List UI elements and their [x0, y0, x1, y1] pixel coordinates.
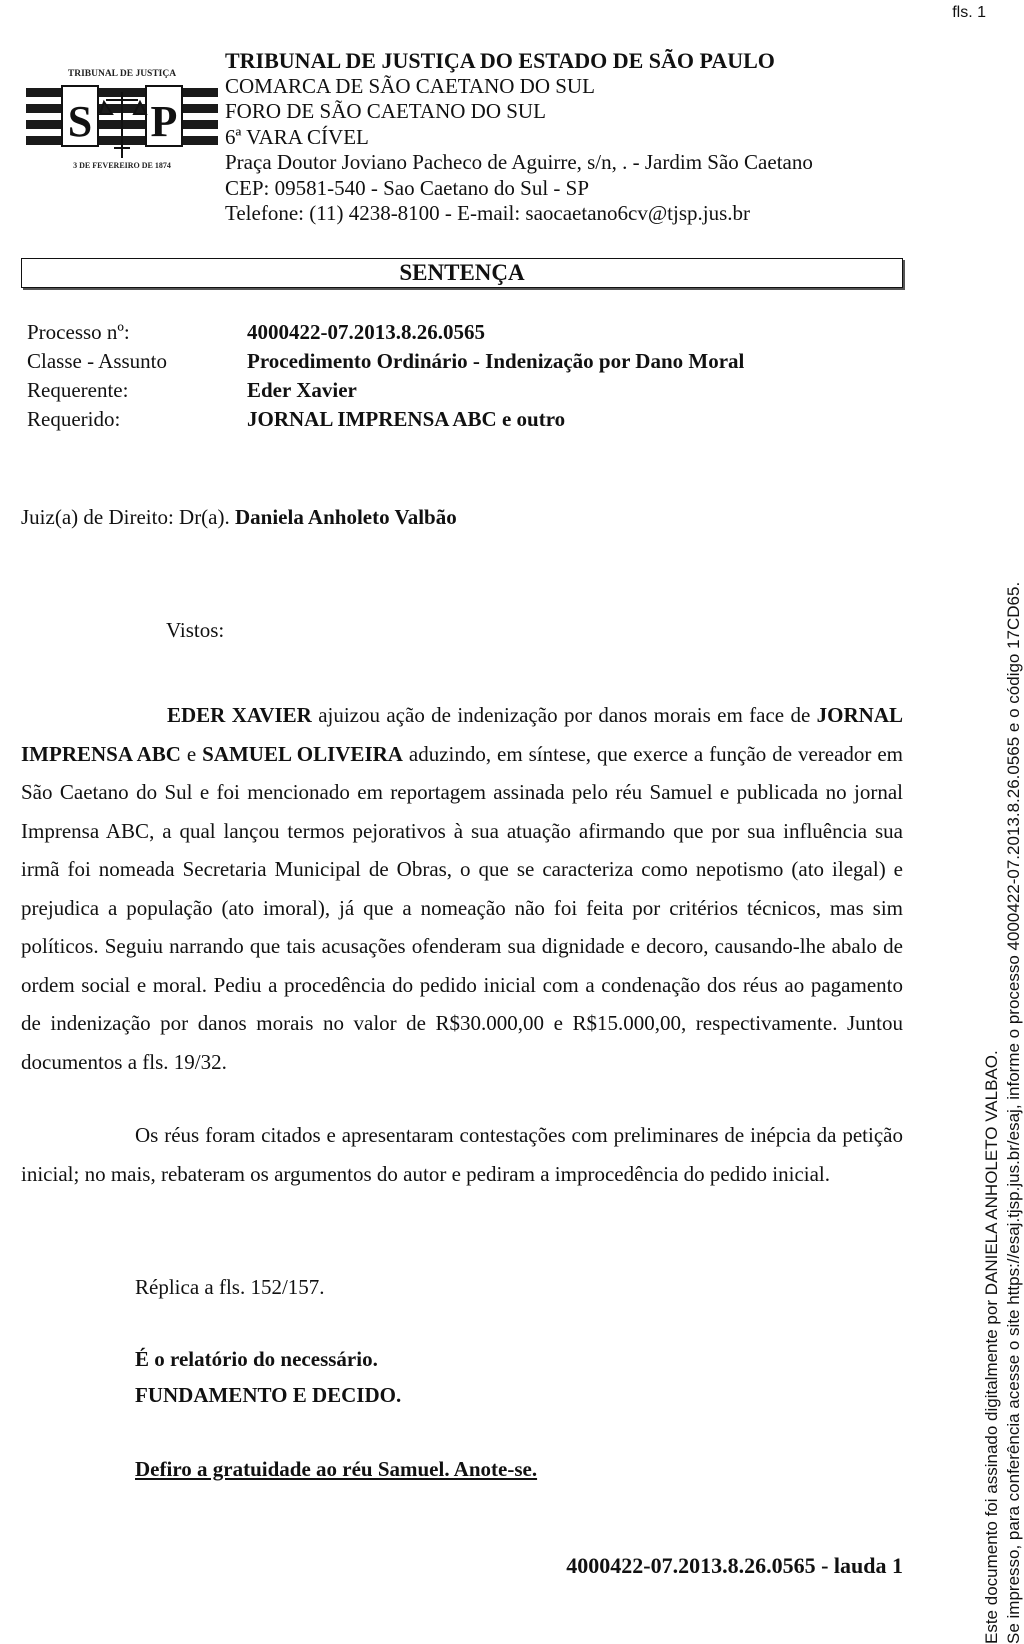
paragraph-text: e — [180, 741, 203, 766]
judge-line — [21, 505, 457, 530]
case-value: 4000422-07.2013.8.26.0565 — [247, 320, 485, 344]
comarca: COMARCA DE SÃO CAETANO DO SUL — [225, 73, 595, 98]
foro: FORO DE SÃO CAETANO DO SUL — [225, 99, 546, 123]
court-name: TRIBUNAL DE JUSTIÇA DO ESTADO DE SÃO PAULO — [225, 48, 775, 73]
case-label: Processo nº: — [27, 320, 130, 344]
case-label: Requerido: — [27, 407, 121, 431]
fundamento-line: FUNDAMENTO E DECIDO. — [135, 1383, 402, 1407]
case-label: Classe - Assunto — [27, 349, 168, 373]
paragraph-text: ajuizou ação de indenização por danos morais em face de — [311, 703, 817, 727]
case-row-requerido — [27, 405, 744, 434]
address: Praça Doutor Joviano Pacheco de Aguirre, s/n, . - Jardim São Caetano — [225, 150, 813, 174]
cep: CEP: 09581-540 - Sao Caetano do Sul - SP — [225, 175, 590, 200]
document-title: SENTENÇA — [21, 258, 903, 288]
paragraph-report — [21, 696, 903, 1081]
author-name: EDER XAVIER — [167, 703, 312, 727]
page-marker: fls. 1 — [952, 4, 986, 21]
defiro-line: Defiro a gratuidade ao réu Samuel. Anote-se. — [135, 1457, 538, 1481]
case-label: Requerente: — [27, 378, 129, 402]
signature-notice: Este documento foi assinado digitalmente por DANIELA ANHOLETO VALBAO. — [982, 1050, 1001, 1644]
logo-s-letter: S — [67, 97, 93, 146]
defendant-name: SAMUEL OLIVEIRA — [202, 741, 403, 766]
tjsp-logo — [24, 36, 220, 176]
case-value: JORNAL IMPRENSA ABC e outro — [247, 407, 566, 431]
replica-line: Réplica a fls. 152/157. — [135, 1275, 325, 1299]
case-row-classe — [27, 347, 744, 376]
paragraph-defense — [21, 1116, 903, 1193]
vistos: Vistos: — [166, 618, 225, 642]
logo-p-letter: P — [150, 97, 178, 146]
paragraph-text: Os réus foram citados e apresentaram contestações com preliminares de inépcia da petição inicial; no mais, rebateram os argumentos do autor e pediram a improcedência do pedido inicial. — [21, 1123, 903, 1186]
relatorio-line: É o relatório do necessário. — [135, 1347, 378, 1371]
case-row-processo — [27, 318, 744, 347]
vara: 6ª VARA CÍVEL — [225, 124, 369, 149]
contact: Telefone: (11) 4238-8100 - E-mail: saocaetano6cv@tjsp.jus.br — [225, 201, 751, 225]
logo-bottom-text: 3 DE FEVEREIRO DE 1874 — [73, 161, 171, 170]
judge-name: Daniela Anholeto Valbão — [235, 505, 457, 529]
page-footer: 4000422-07.2013.8.26.0565 - lauda 1 — [566, 1553, 903, 1578]
judge-prefix: Juiz(a) de Direito: Dr(a). — [21, 505, 235, 529]
court-header — [225, 48, 813, 227]
case-value: Procedimento Ordinário - Indenização por Dano Moral — [247, 349, 745, 373]
case-value: Eder Xavier — [247, 378, 357, 402]
defendant-name: JORNAL IMPRENSA ABC — [21, 703, 903, 766]
case-row-requerente — [27, 376, 744, 405]
verification-notice: Se impresso, para conferência acesse o site https://esaj.tjsp.jus.br/esaj, informe o processo 4000422-07.2013.8.26.0565 e o código 17CD65. — [1004, 581, 1023, 1644]
case-info — [27, 318, 744, 434]
paragraph-text: aduzindo, em síntese, que exerce a função de vereador em São Caetano do Sul e foi mencionado em reportagem assinada pelo réu Samuel e publicada no jornal Imprensa ABC, a qual lançou termos pejorativos à sua atuação afirmando que por sua influência sua irmã foi nomeada Secretaria Municipal de Obras, o que se caracteriza como nepotismo (ato ilegal) e prejudica a população (ato imoral), já que a nomeação não foi feita por critérios técnicos, mas sim políticos. Seguiu narrando que tais acusações ofenderam sua dignidade e decoro, causando-lhe abalo de ordem social e moral. Pediu a procedência do pedido inicial com a condenação dos réus ao pagamento de indenização por danos morais no valor de R$30.000,00 e R$15.000,00, respectivamente. Juntou documentos a fls. 19/32. — [21, 741, 903, 1074]
logo-top-text: TRIBUNAL DE JUSTIÇA — [67, 69, 177, 79]
